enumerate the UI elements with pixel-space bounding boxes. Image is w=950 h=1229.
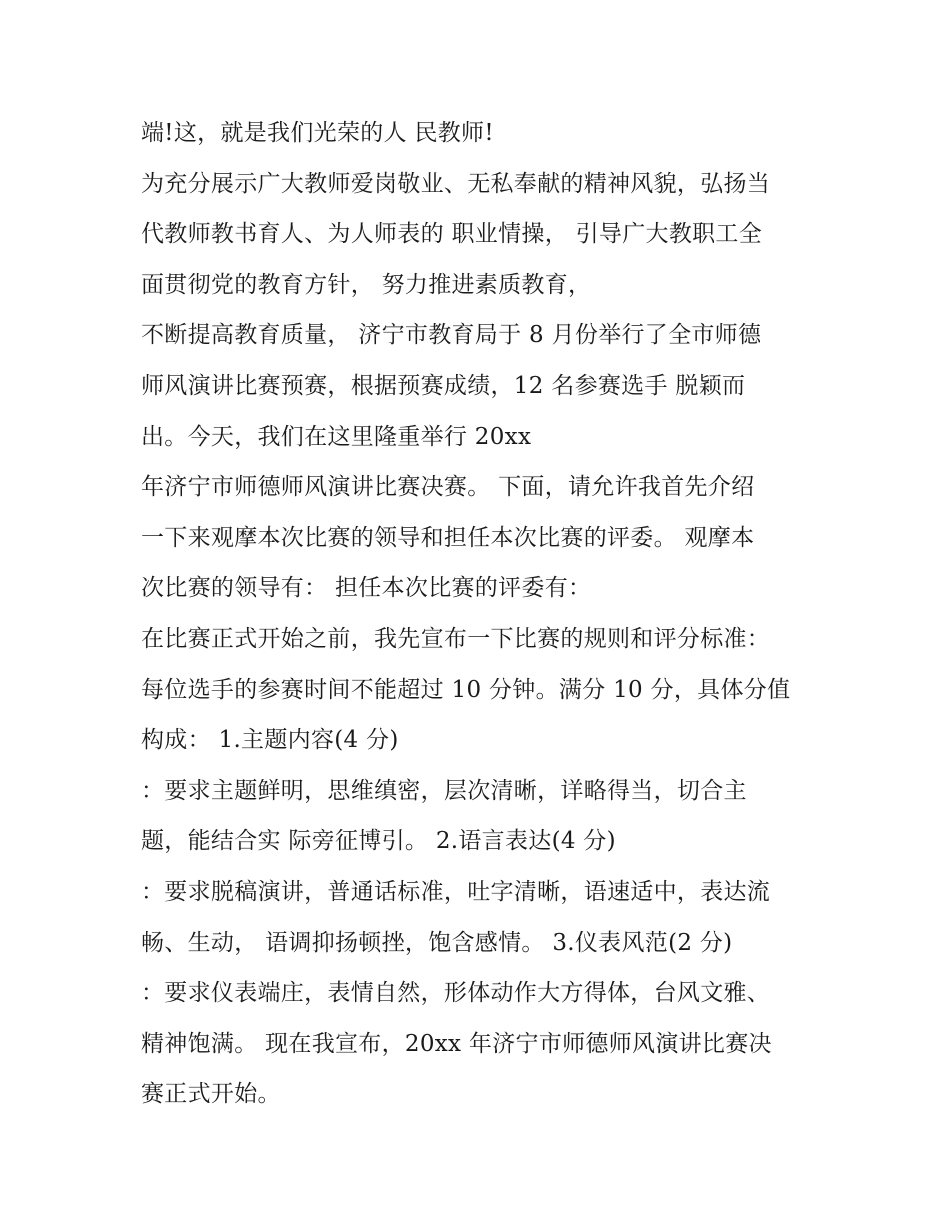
text-line: 次比赛的领导有： 担任本次比赛的评委有： (141, 575, 592, 602)
text-line: 年济宁市师德师风演讲比赛决赛。 下面，请允许我首先介绍 (141, 474, 755, 501)
text-line: ：要求主题鲜明，思维缜密，层次清晰，详略得当，切合主 (141, 777, 747, 804)
text-line: 在比赛正式开始之前，我先宣布一下比赛的规则和评分标准： (141, 625, 771, 652)
text-line: 为充分展示广大教师爱岗敬业、无私奉献的精神风貌，弘扬当 (141, 170, 771, 197)
text-line: 出。今天，我们在这里隆重举行 20xx (141, 423, 532, 450)
text-line: ：要求仪表端庄，表情自然，形体动作大方得体，台风文雅、 (141, 980, 771, 1007)
text-line: ：要求脱稿演讲，普通话标准，吐字清晰，语速适中，表达流 (141, 878, 771, 905)
text-line: 面贯彻党的教育方针， 努力推进素质教育， (141, 271, 592, 298)
document-body (141, 108, 841, 1120)
text-line: 端!这，就是我们光荣的人 民教师! (141, 120, 494, 146)
text-line: 题，能结合实 际旁征博引。 2.语言表达(4 分) (141, 828, 616, 855)
text-line: 不断提高教育质量， 济宁市教育局于 8 月份举行了全市师德 (141, 322, 762, 349)
text-line: 赛正式开始。 (141, 1081, 281, 1108)
text-line: 精神饱满。 现在我宣布，20xx 年济宁市师德师风演讲比赛决 (141, 1030, 772, 1057)
text-line: 代教师教书育人、为人师表的 职业情操， 引导广大教职工全 (141, 221, 763, 248)
text-line: 每位选手的参赛时间不能超过 10 分钟。满分 10 分，具体分值 (141, 676, 791, 703)
text-line: 构成： 1.主题内容(4 分) (141, 727, 399, 754)
text-line: 一下来观摩本次比赛的领导和担任本次比赛的评委。 观摩本 (141, 524, 755, 551)
text-line: 畅、生动， 语调抑扬顿挫，饱含感情。 3.仪表风范(2 分) (141, 929, 733, 956)
text-line: 师风演讲比赛预赛，根据预赛成绩，12 名参赛选手 脱颖而 (141, 372, 746, 399)
